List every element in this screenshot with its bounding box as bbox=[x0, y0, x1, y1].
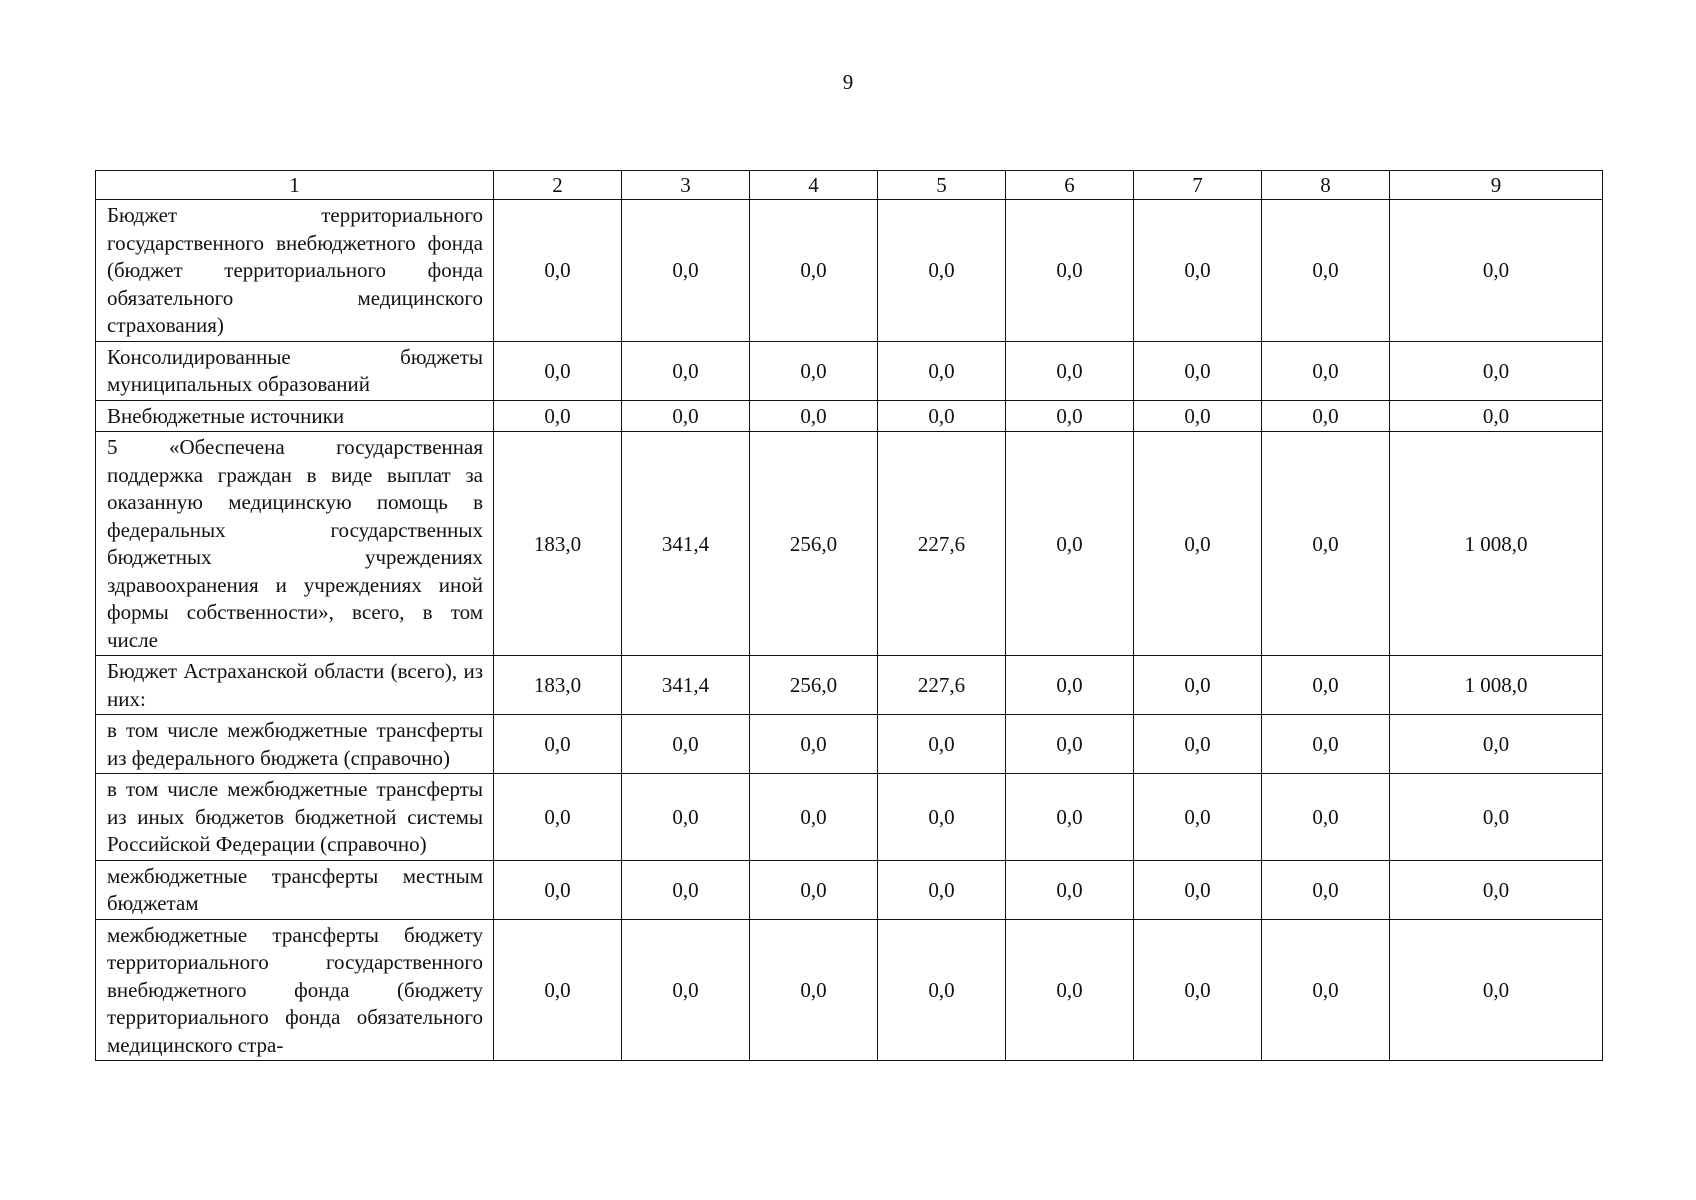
table-row bbox=[96, 919, 1603, 1061]
value-cell: 0,0 bbox=[1262, 656, 1390, 715]
value-cell: 0,0 bbox=[1262, 715, 1390, 774]
value-cell: 0,0 bbox=[750, 200, 878, 342]
value-cell: 0,0 bbox=[1134, 919, 1262, 1061]
value-cell: 0,0 bbox=[1390, 774, 1603, 861]
column-header: 8 bbox=[1262, 171, 1390, 200]
value-cell: 1 008,0 bbox=[1390, 432, 1603, 656]
value-cell: 0,0 bbox=[1006, 200, 1134, 342]
value-cell: 0,0 bbox=[1134, 656, 1262, 715]
value-cell: 0,0 bbox=[878, 341, 1006, 400]
value-cell: 0,0 bbox=[1134, 432, 1262, 656]
table-row bbox=[96, 432, 1603, 656]
value-cell: 0,0 bbox=[1262, 341, 1390, 400]
row-label: 5 «Обеспечена государственная поддержка граждан в виде выплат за оказанную медицинскую помощь в федеральных государственных бюджетных учреждениях здравоохранения и учреждениях иной формы собственности», всего, в том числе bbox=[96, 432, 494, 656]
value-cell: 0,0 bbox=[622, 200, 750, 342]
value-cell: 0,0 bbox=[494, 200, 622, 342]
value-cell: 0,0 bbox=[1134, 860, 1262, 919]
row-label: в том числе межбюджетные трансферты из иных бюджетов бюджетной системы Российской Федерации (справочно) bbox=[96, 774, 494, 861]
value-cell: 0,0 bbox=[622, 341, 750, 400]
table-row bbox=[96, 400, 1603, 432]
column-header: 2 bbox=[494, 171, 622, 200]
value-cell: 256,0 bbox=[750, 432, 878, 656]
row-label: межбюджетные трансферты местным бюджетам bbox=[96, 860, 494, 919]
value-cell: 0,0 bbox=[494, 341, 622, 400]
value-cell: 0,0 bbox=[1134, 200, 1262, 342]
table-row bbox=[96, 860, 1603, 919]
value-cell: 0,0 bbox=[1390, 919, 1603, 1061]
value-cell: 0,0 bbox=[1134, 400, 1262, 432]
value-cell: 227,6 bbox=[878, 656, 1006, 715]
value-cell: 0,0 bbox=[1006, 860, 1134, 919]
value-cell: 0,0 bbox=[494, 715, 622, 774]
value-cell: 0,0 bbox=[750, 400, 878, 432]
value-cell: 0,0 bbox=[878, 919, 1006, 1061]
table-row bbox=[96, 656, 1603, 715]
value-cell: 1 008,0 bbox=[1390, 656, 1603, 715]
value-cell: 0,0 bbox=[750, 341, 878, 400]
row-label: Консолидированные бюджеты муниципальных образований bbox=[96, 341, 494, 400]
value-cell: 0,0 bbox=[622, 919, 750, 1061]
column-header: 3 bbox=[622, 171, 750, 200]
value-cell: 0,0 bbox=[494, 860, 622, 919]
column-header: 7 bbox=[1134, 171, 1262, 200]
value-cell: 0,0 bbox=[1006, 715, 1134, 774]
value-cell: 0,0 bbox=[878, 860, 1006, 919]
value-cell: 0,0 bbox=[1390, 860, 1603, 919]
value-cell: 341,4 bbox=[622, 656, 750, 715]
value-cell: 0,0 bbox=[1390, 400, 1603, 432]
value-cell: 0,0 bbox=[1262, 860, 1390, 919]
value-cell: 0,0 bbox=[622, 860, 750, 919]
value-cell: 0,0 bbox=[1390, 715, 1603, 774]
row-label: Внебюджетные источники bbox=[96, 400, 494, 432]
value-cell: 0,0 bbox=[1390, 200, 1603, 342]
table-row bbox=[96, 715, 1603, 774]
value-cell: 0,0 bbox=[494, 774, 622, 861]
page-number: 9 bbox=[842, 70, 854, 94]
value-cell: 0,0 bbox=[878, 200, 1006, 342]
value-cell: 0,0 bbox=[622, 774, 750, 861]
row-label: межбюджетные трансферты бюджету территориального государственного внебюджетного фонда (бюджету территориального фонда обязательного медицинского стра- bbox=[96, 919, 494, 1061]
value-cell: 0,0 bbox=[622, 715, 750, 774]
value-cell: 0,0 bbox=[1262, 400, 1390, 432]
column-header: 9 bbox=[1390, 171, 1603, 200]
value-cell: 227,6 bbox=[878, 432, 1006, 656]
value-cell: 183,0 bbox=[494, 432, 622, 656]
table-row bbox=[96, 774, 1603, 861]
value-cell: 0,0 bbox=[750, 860, 878, 919]
value-cell: 0,0 bbox=[878, 400, 1006, 432]
column-header: 6 bbox=[1006, 171, 1134, 200]
value-cell: 0,0 bbox=[1006, 774, 1134, 861]
value-cell: 0,0 bbox=[1262, 919, 1390, 1061]
value-cell: 0,0 bbox=[750, 919, 878, 1061]
value-cell: 0,0 bbox=[494, 919, 622, 1061]
table-row bbox=[96, 341, 1603, 400]
column-header: 5 bbox=[878, 171, 1006, 200]
value-cell: 0,0 bbox=[1262, 432, 1390, 656]
value-cell: 0,0 bbox=[1134, 774, 1262, 861]
value-cell: 0,0 bbox=[1134, 715, 1262, 774]
value-cell: 0,0 bbox=[750, 774, 878, 861]
value-cell: 0,0 bbox=[1262, 200, 1390, 342]
value-cell: 0,0 bbox=[494, 400, 622, 432]
value-cell: 0,0 bbox=[1006, 656, 1134, 715]
value-cell: 0,0 bbox=[878, 774, 1006, 861]
row-label: Бюджет территориального государственного внебюджетного фонда (бюджет территориального фонда обязательного медицинского страхования) bbox=[96, 200, 494, 342]
column-number-row bbox=[96, 171, 1603, 200]
budget-table bbox=[95, 170, 1603, 1061]
value-cell: 0,0 bbox=[750, 715, 878, 774]
row-label: в том числе межбюджетные трансферты из федерального бюджета (справочно) bbox=[96, 715, 494, 774]
value-cell: 0,0 bbox=[1390, 341, 1603, 400]
value-cell: 0,0 bbox=[878, 715, 1006, 774]
value-cell: 341,4 bbox=[622, 432, 750, 656]
value-cell: 0,0 bbox=[1006, 919, 1134, 1061]
value-cell: 0,0 bbox=[1262, 774, 1390, 861]
row-label: Бюджет Астраханской области (всего), из них: bbox=[96, 656, 494, 715]
value-cell: 0,0 bbox=[1006, 341, 1134, 400]
value-cell: 0,0 bbox=[622, 400, 750, 432]
column-header: 1 bbox=[96, 171, 494, 200]
value-cell: 0,0 bbox=[1006, 432, 1134, 656]
value-cell: 256,0 bbox=[750, 656, 878, 715]
value-cell: 183,0 bbox=[494, 656, 622, 715]
value-cell: 0,0 bbox=[1006, 400, 1134, 432]
table-row bbox=[96, 200, 1603, 342]
column-header: 4 bbox=[750, 171, 878, 200]
value-cell: 0,0 bbox=[1134, 341, 1262, 400]
